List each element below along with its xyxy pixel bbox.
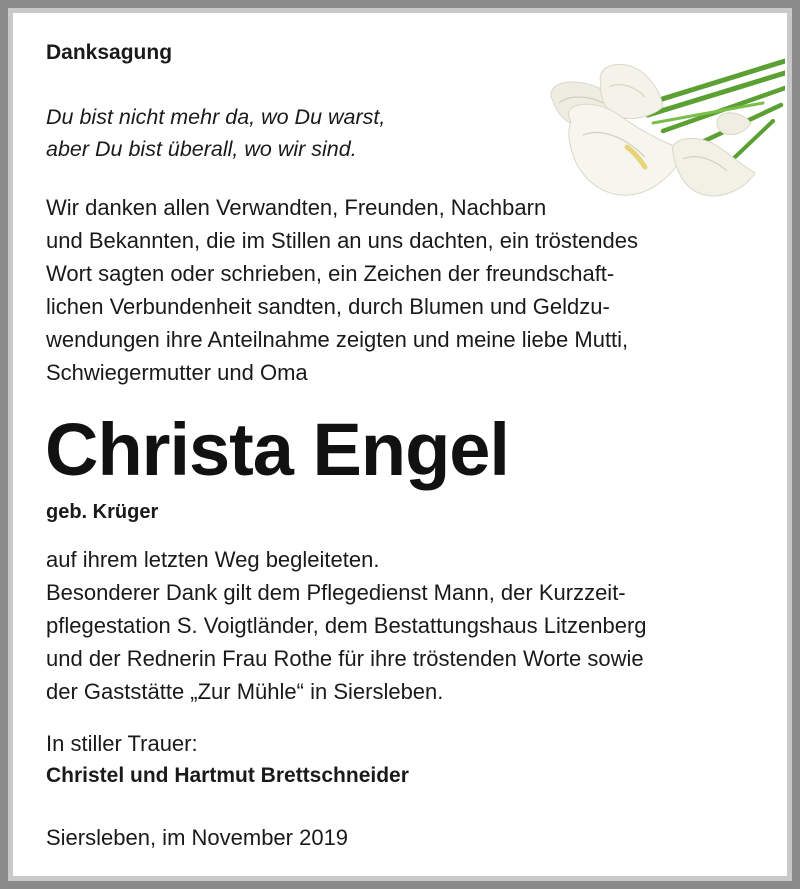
- birth-name: geb. Krüger: [46, 501, 159, 523]
- thanks-line: Schwiegermutter und Oma: [46, 360, 308, 385]
- notice-frame-inner: [8, 8, 792, 881]
- mourners-names: Christel und Hartmut Brettschneider: [46, 764, 409, 787]
- notice-paper: [13, 13, 787, 876]
- continuation-line: der Gaststätte „Zur Mühle“ in Siersleben.: [46, 679, 444, 704]
- lily-right: [672, 138, 755, 195]
- deceased-name: Christa Engel: [45, 408, 509, 491]
- motto-line: aber Du bist überall, wo wir sind.: [46, 137, 357, 161]
- thanks-line: und Bekannten, die im Stillen an uns dachten, ein tröstendes: [46, 228, 638, 253]
- mourning-label: In stiller Trauer:: [46, 731, 198, 756]
- continuation-paragraph: [46, 543, 647, 708]
- thanks-line: lichen Verbundenheit sandten, durch Blumen und Geldzu-: [46, 294, 610, 319]
- continuation-line: Besonderer Dank gilt dem Pflegedienst Mann, der Kurzzeit-: [46, 580, 626, 605]
- continuation-line: pflegestation S. Voigtländer, dem Bestattungshaus Litzenberg: [46, 613, 647, 638]
- lily-tip: [717, 113, 751, 135]
- thanks-line: wendungen ihre Anteilnahme zeigten und meine liebe Mutti,: [46, 327, 629, 352]
- notice-heading: Danksagung: [46, 41, 173, 64]
- thanks-paragraph: [46, 191, 638, 389]
- calla-lily-image: [523, 43, 785, 213]
- continuation-line: auf ihrem letzten Weg begleiteten.: [46, 547, 380, 572]
- continuation-line: und der Rednerin Frau Rothe für ihre tröstenden Worte sowie: [46, 646, 644, 671]
- thanks-line: Wir danken allen Verwandten, Freunden, Nachbarn: [46, 195, 547, 220]
- thanks-line: Wort sagten oder schrieben, ein Zeichen der freundschaft-: [46, 261, 615, 286]
- place-and-date: Siersleben, im November 2019: [46, 825, 349, 850]
- motto: [46, 101, 385, 165]
- motto-line: Du bist nicht mehr da, wo Du warst,: [46, 105, 386, 129]
